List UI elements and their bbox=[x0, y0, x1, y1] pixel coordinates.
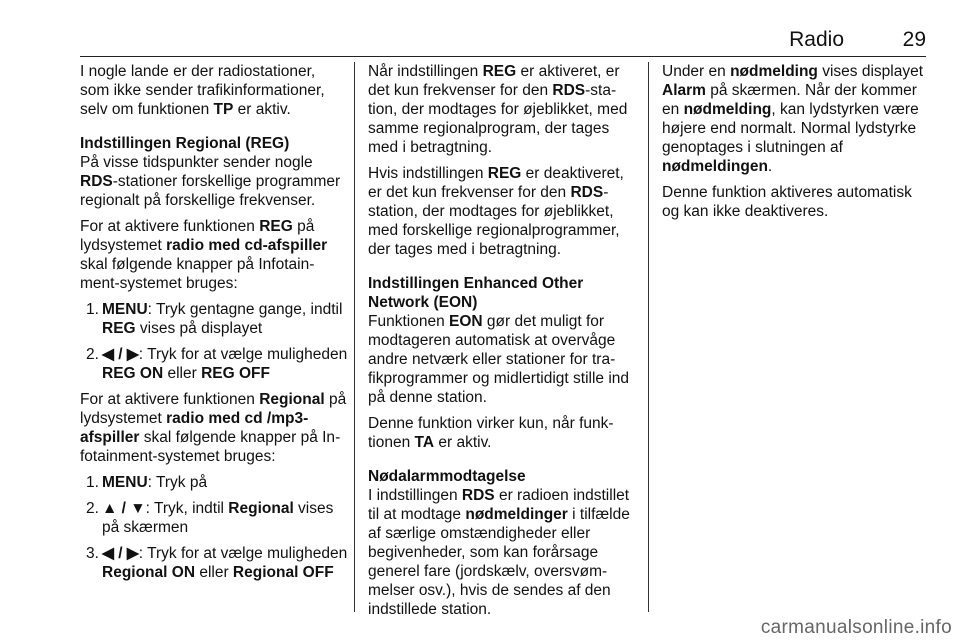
page-header bbox=[80, 28, 926, 62]
page-number: 29 bbox=[902, 28, 926, 51]
alarm-paragraph: I indstillingen RDS er radioen indstillet til at modtage nødmeldinger i tilfælde af særlige omstændigheder eller begivenheder, som kan forårsage generel fare (jordskælv, oversvømmelser osv.), hvis de sendes af den indstillede station. bbox=[368, 487, 630, 618]
header-rule bbox=[80, 56, 926, 57]
reg-paragraph: På visse tidspunkter sender nogle RDS-stationer forskellige programmer regionalt på forskellige frekvenser. bbox=[80, 154, 341, 209]
list-item: 2. ▲ / ▼: Tryk, indtil Regional vises på skærmen bbox=[86, 500, 334, 536]
list-item: 2. ◀ / ▶: Tryk for at vælge muligheden REG ON eller REG OFF bbox=[86, 346, 348, 382]
list-item: 1. MENU: Tryk gentagne gange, indtil REG vises på displayet bbox=[86, 301, 343, 337]
column-1 bbox=[80, 62, 348, 589]
intro-paragraph: I nogle lande er der radiostationer, som ikke sender trafikinformationer, selv om funktionen TP er aktiv. bbox=[80, 63, 325, 118]
reg-activate-paragraph: For at aktivere funktionen REG på lydsystemet radio med cd-afspiller skal følgende knapper på Infotainment-systemet bruges: bbox=[80, 218, 328, 292]
eon-heading: Indstillingen Enhanced Other Network (EON) bbox=[368, 275, 584, 311]
auto-activation-paragraph: Denne funktion aktiveres automatisk og kan ikke deaktiveres. bbox=[662, 184, 912, 220]
list-item: 3. ◀ / ▶: Tryk for at vælge muligheden Regional ON eller Regional OFF bbox=[86, 545, 348, 581]
regional-activate-paragraph: For at aktivere funktionen Regional på lydsystemet radio med cd /mp3-afspiller skal følgende knapper på Infotainment-systemet bruges: bbox=[80, 391, 347, 465]
alarm-heading: Nødalarmmodtagelse bbox=[368, 468, 526, 485]
column-2 bbox=[368, 62, 636, 626]
watermark: carmanualsonline.info bbox=[760, 617, 952, 638]
eon-ta-paragraph: Denne funktion virker kun, når funktionen TA er aktiv. bbox=[368, 415, 614, 451]
list-item: 1. MENU: Tryk på bbox=[86, 474, 208, 491]
regional-steps-list bbox=[80, 473, 348, 582]
alarm-display-paragraph: Under en nødmelding vises displayet Alarm på skærmen. Når der kommer en nødmelding, kan lydstyrken være højere end normalt. Normal lydstyrke genoptages i slutningen af nødmeldingen. bbox=[662, 63, 924, 175]
reg-on-paragraph: Når indstillingen REG er aktiveret, er det kun frekvenser for den RDS-station, der modtages for øjeblikket, med samme regionalprogram, der tages med i betragtning. bbox=[368, 63, 628, 156]
column-3 bbox=[662, 62, 930, 228]
reg-heading: Indstillingen Regional (REG) bbox=[80, 135, 290, 152]
column-divider bbox=[354, 62, 355, 612]
eon-paragraph: Funktionen EON gør det muligt for modtageren automatisk at overvåge andre netværk eller stationer for trafikprogrammer og midlertidigt stille ind på denne station. bbox=[368, 313, 630, 406]
column-divider bbox=[648, 62, 649, 612]
page-title: Radio bbox=[789, 28, 844, 51]
reg-off-paragraph: Hvis indstillingen REG er deaktiveret, er det kun frekvenser for den RDS-station, der modtages for øjeblikket, med forskellige regionalprogrammer, der tages med i betragtning. bbox=[368, 165, 624, 258]
reg-steps-list bbox=[80, 300, 348, 383]
